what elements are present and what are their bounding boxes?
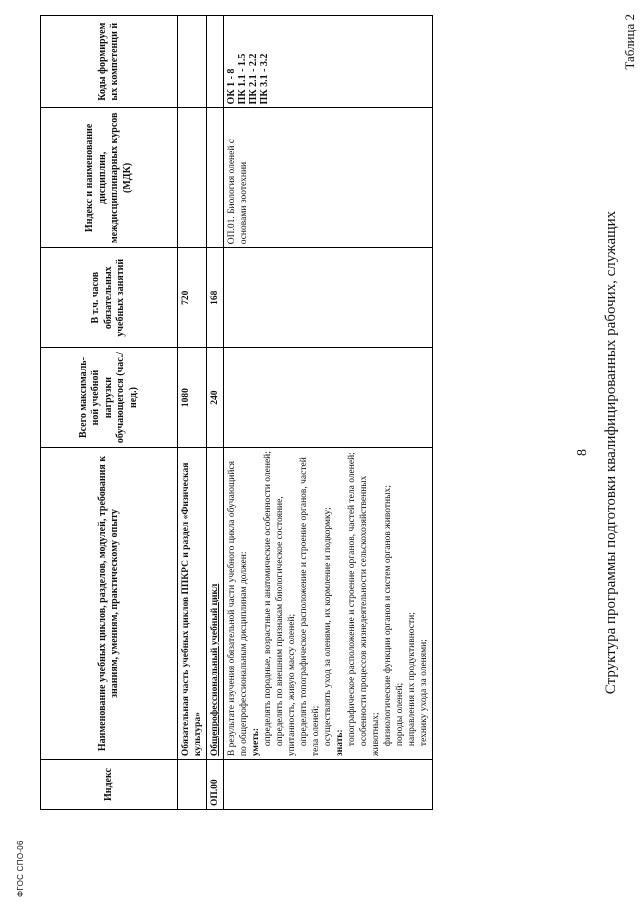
znat-item: особенности процессов жизнедеятельности сельскохозяйственных животных; <box>359 475 381 757</box>
header-index: Индекс <box>41 760 178 810</box>
op-codes <box>207 16 224 108</box>
competence-code: ПК 1.1 - 1.5 <box>237 53 248 105</box>
znat-label: знать: <box>335 729 345 757</box>
umet-label: уметь: <box>251 727 261 757</box>
op-max-load: 240 <box>207 348 224 448</box>
header-name: Наименование учебных циклов, разделов, модулей, требования к знаниям, умениям, практическому опыту <box>41 447 178 759</box>
total-name: Обязательная часть учебных циклов ППКРС и раздел «Физическая культура» <box>178 447 207 759</box>
header-max-load: Всего максималь- ной учебной нагрузки обучающегося (час./нед.) <box>41 348 178 448</box>
op-index: ОП.00 <box>207 760 224 810</box>
header-codes: Коды формируем ых компетенци й <box>41 16 178 108</box>
page-title: Структура программы подготовки квалифицированных рабочих, служащих <box>603 210 619 695</box>
op-mandatory: 168 <box>207 248 224 348</box>
umet-item: определять породные, возрастные и анатомические особенности оленей; <box>263 451 273 747</box>
umet-item: определять по внешним признакам биологическое состояние, упитанность, живую массу оленей; <box>275 496 297 757</box>
znat-item: технику ухода за оленями; <box>419 639 429 747</box>
znat-item: топографическое расположение и строение органов, частей тела оленей; <box>347 452 357 747</box>
table-row-op <box>207 16 224 810</box>
structure-table <box>40 15 433 810</box>
total-max-load: 1080 <box>178 348 207 448</box>
op-disciplines <box>207 108 224 248</box>
op-name: Общепрофессиональный учебный цикл <box>207 447 224 759</box>
umet-item: определять топографическое расположение и строение органов, частей тела оленей; <box>299 457 321 757</box>
znat-item: физиологические функции органов и систем органов животных; <box>383 485 393 747</box>
table-caption: Таблица 2 <box>622 14 637 70</box>
table-row-detail <box>224 16 433 810</box>
total-disciplines <box>178 108 207 248</box>
umet-item: осуществлять уход за оленями, их кормление и подкормку; <box>323 507 333 747</box>
header-mandatory: В т.ч. часов обязательных учебных занятий <box>41 248 178 348</box>
znat-item: направления их продуктивности; <box>407 612 417 747</box>
table-header-row <box>41 16 178 810</box>
detail-index <box>224 760 433 810</box>
total-codes <box>178 16 207 108</box>
detail-discipline: ОП.01. Биология оленей с основами зоотехнии <box>224 108 433 248</box>
total-index <box>178 760 207 810</box>
table-row-total <box>178 16 207 810</box>
total-mandatory: 720 <box>178 248 207 348</box>
competence-code: ПК 2.1 - 2.2 <box>248 53 259 105</box>
znat-item: породы оленей; <box>395 682 405 747</box>
detail-codes <box>224 16 433 108</box>
competence-code: ОК 1 - 8 <box>226 68 237 105</box>
detail-max-load <box>224 348 433 448</box>
detail-intro: В результате изучения обязательной части учебного цикла обучающийся по общепрофессиональным дисциплинам должен: <box>227 460 249 757</box>
detail-requirements <box>224 447 433 759</box>
footer-code: ФГОС СПО-06 <box>16 840 25 897</box>
page-number: 8 <box>575 449 590 456</box>
header-disciplines: Индекс и наименование дисциплин, междисциплинарных курсов (МДК) <box>41 108 178 248</box>
detail-mandatory <box>224 248 433 348</box>
competence-code: ПК 3.1 - 3.2 <box>259 53 270 105</box>
